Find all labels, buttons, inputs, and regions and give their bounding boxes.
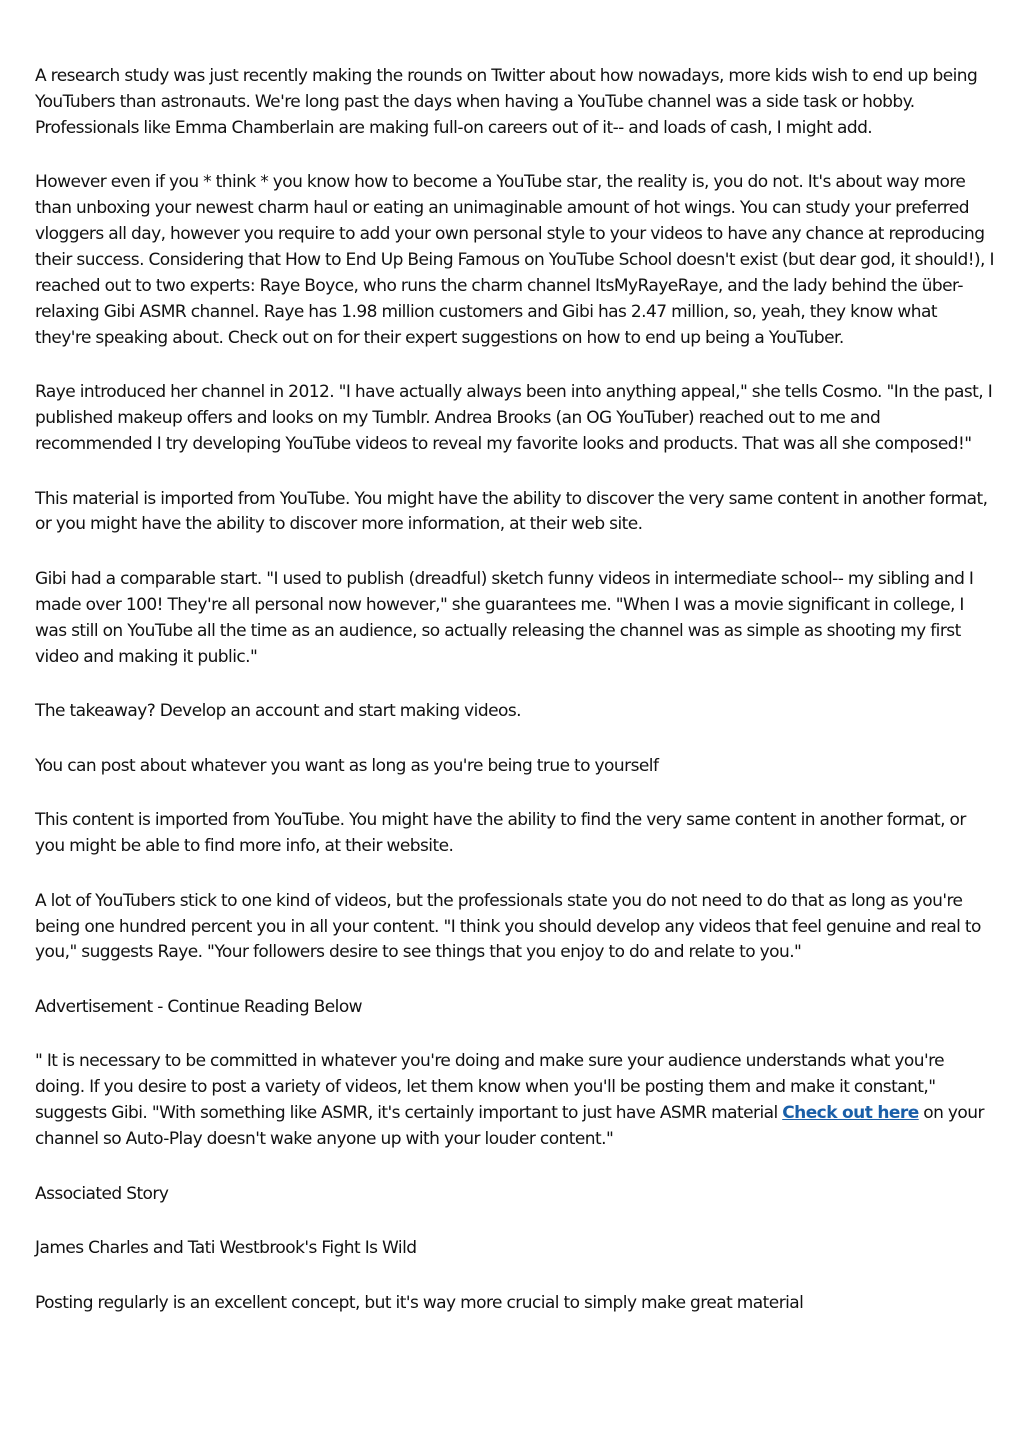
- article-body: [35, 64, 997, 1345]
- paragraph-committed-text-before: " It is necessary to be committed in whatever you're doing and make sure your audience understands what you're doing. If you desire to post a variety of videos, let them know when you'll be posting them and make it constant," suggests Gibi. "With something like ASMR, it's certainly important to just have ASMR material: [35, 1051, 945, 1124]
- paragraph-kinds-of-videos: A lot of YouTubers stick to one kind of videos, but the professionals state you do not need to do that as long as you're being one hundred percent you in all your content. "I think you should develop any videos that feel genuine and real to you," suggests Raye. "Your followers desire to see things that you enjoy to do and relate to you.": [35, 890, 981, 963]
- paragraph-gibi-start: Gibi had a comparable start. "I used to publish (dreadful) sketch funny videos in intermediate school-- my sibling and I made over 100! They're all personal now however," she guarantees me. "When I was a movie significant in college, I was still on YouTube all the time as an audience, so actually releasing the channel was as simple as shooting my first video and making it public.": [35, 568, 974, 667]
- associated-story-label: Associated Story: [35, 1183, 169, 1204]
- associated-story-title: James Charles and Tati Westbrook's Fight Is Wild: [35, 1238, 417, 1259]
- paragraph-committed-text-after: on your channel so Auto-Play doesn't wake anyone up with your louder content.": [35, 1103, 984, 1150]
- paragraph-intro: A research study was just recently making the rounds on Twitter about how nowadays, more kids wish to end up being YouTubers than astronauts. We're long past the days when having a YouTube channel was a side task or hobby. Professionals like Emma Chamberlain are making full-on careers out of it-- and loads of cash, I might add.: [35, 66, 978, 138]
- paragraph-takeaway: The takeaway? Develop an account and start making videos.: [35, 701, 521, 722]
- advertisement-label: Advertisement - Continue Reading Below: [35, 996, 363, 1017]
- paragraph-experts: However even if you * think * you know how to become a YouTube star, the reality is, you do not. It's about way more than unboxing your newest charm haul or eating an unimaginable amount of hot wings. You can study your preferred vloggers all day, however you require to add your own personal style to your videos to have any chance at reproducing their success. Considering that How to End Up Being Famous on YouTube School doesn't exist (but dear god, it should!), I reached out to two experts: Raye Boyce, who runs the charm channel ItsMyRayeRaye, and the lady behind the über-relaxing Gibi ASMR channel. Raye has 1.98 million customers and Gibi has 2.47 million, so, yeah, they know what they're speaking about. Check out on for their expert suggestions on how to end up being a YouTuber.: [35, 172, 994, 348]
- paragraph-posting-regularly: Posting regularly is an excellent concept, but it's way more crucial to simply make great material: [35, 1292, 804, 1313]
- paragraph-committed: [35, 1049, 997, 1153]
- paragraph-embed-notice-2: This content is imported from YouTube. You might have the ability to find the very same content in another format, or you might be able to find more info, at their website.: [35, 810, 966, 857]
- check-out-here-link[interactable]: Check out here: [782, 1103, 919, 1124]
- paragraph-embed-notice-1: This material is imported from YouTube. You might have the ability to discover the very same content in another format, or you might have the ability to discover more information, at their web site.: [35, 488, 988, 535]
- paragraph-raye-start: Raye introduced her channel in 2012. "I have actually always been into anything appeal," she tells Cosmo. "In the past, I published makeup offers and looks on my Tumblr. Andrea Brooks (an OG YouTuber) reached out to me and recommended I try developing YouTube videos to reveal my favorite looks and products. That was all she composed!": [35, 382, 993, 455]
- paragraph-subheading-true-to-yourself: You can post about whatever you want as long as you're being true to yourself: [35, 755, 659, 776]
